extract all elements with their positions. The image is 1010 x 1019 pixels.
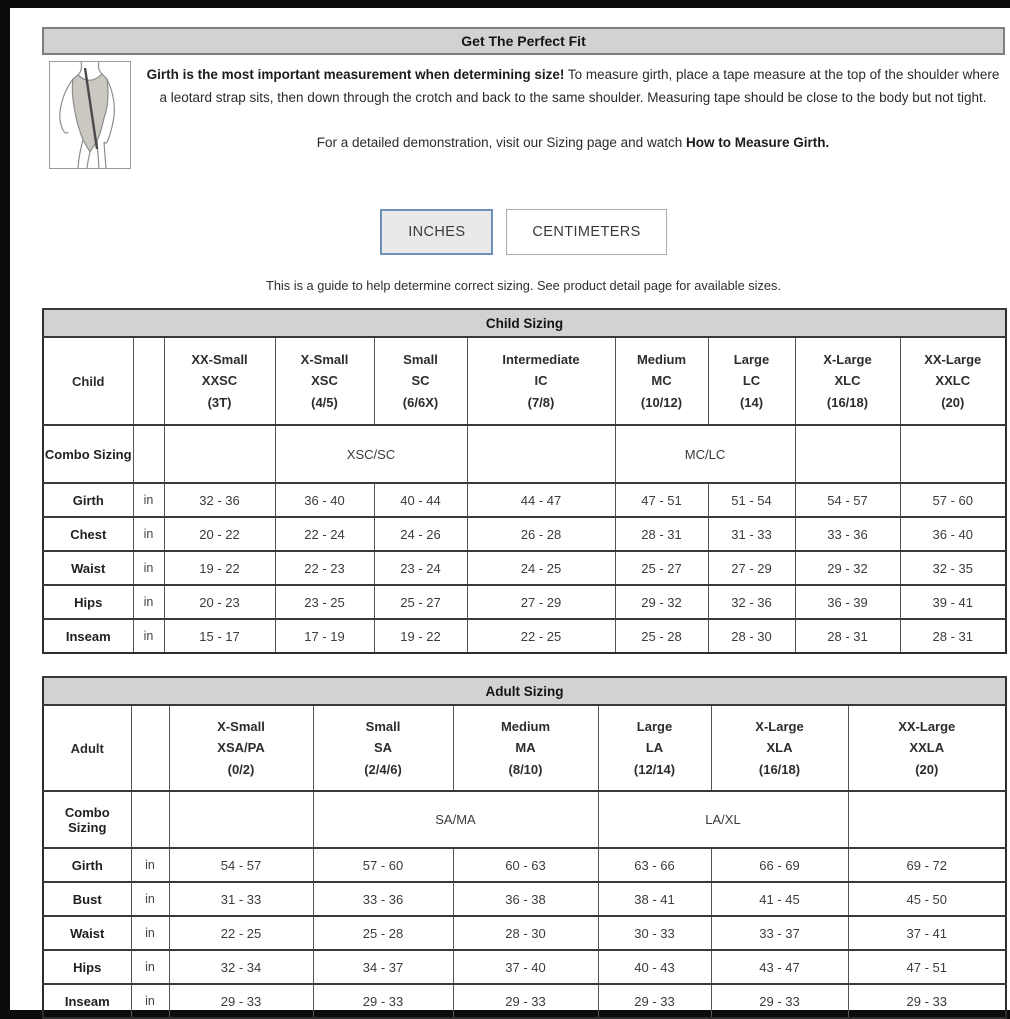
row-label: Inseam [43,619,133,653]
combo-span-cell: XSC/SC [275,425,467,483]
row-label: Combo Sizing [43,425,133,483]
girth-instructions-body: To measure girth, place a tape measure at the top of the shoulder where a leotard strap sits, then down through the crotch and back to the same shoulder. Measuring tape should be close to the body but not tight. [159,67,1000,106]
size-column-header: X-Large XLA (16/18) [711,705,848,791]
table-row [43,585,1006,619]
demo-note-emphasis: How to Measure Girth. [685,135,830,151]
page-title-bar [42,27,1005,55]
size-range-cell: 69 - 72 [848,848,1006,882]
page-content [10,8,1010,1010]
size-range-cell: 33 - 36 [313,882,453,916]
table-row [43,916,1006,950]
size-range-cell: 22 - 25 [467,619,615,653]
size-range-cell: 38 - 41 [598,882,711,916]
size-range-cell: 29 - 33 [169,984,313,1018]
size-range-cell: 57 - 60 [900,483,1006,517]
size-range-cell: 34 - 37 [313,950,453,984]
child-table-title-row [43,309,1006,337]
size-column-header: Large LA (12/14) [598,705,711,791]
size-range-cell: 29 - 33 [848,984,1006,1018]
table-row [43,882,1006,916]
size-range-cell: 63 - 66 [598,848,711,882]
combo-empty-cell [900,425,1006,483]
size-range-cell: 24 - 25 [467,551,615,585]
child-column-header-row [43,337,1006,425]
unit-cell: in [131,950,169,984]
centimeters-button[interactable]: CENTIMETERS [506,209,666,255]
size-range-cell: 28 - 30 [453,916,598,950]
size-range-cell: 33 - 37 [711,916,848,950]
size-column-header: Small SC (6/6X) [374,337,467,425]
size-column-header: X-Large XLC (16/18) [795,337,900,425]
combo-span-cell: LA/XL [598,791,848,848]
size-range-cell: 31 - 33 [708,517,795,551]
size-range-cell: 30 - 33 [598,916,711,950]
size-range-cell: 19 - 22 [164,551,275,585]
unit-cell: in [131,916,169,950]
size-range-cell: 41 - 45 [711,882,848,916]
size-range-cell: 36 - 40 [900,517,1006,551]
table-row [43,984,1006,1018]
size-range-cell: 25 - 28 [615,619,708,653]
size-range-cell: 32 - 35 [900,551,1006,585]
size-range-cell: 47 - 51 [615,483,708,517]
size-range-cell: 22 - 24 [275,517,374,551]
girth-instructions [141,61,1005,109]
size-column-header: Intermediate IC (7/8) [467,337,615,425]
unit-cell: in [131,984,169,1018]
intro-section [42,61,1005,169]
size-range-cell: 32 - 34 [169,950,313,984]
sizing-guide-note: This is a guide to help determine correct sizing. See product detail page for available sizes. [266,278,781,293]
size-range-cell: 29 - 33 [598,984,711,1018]
size-range-cell: 24 - 26 [374,517,467,551]
size-range-cell: 36 - 38 [453,882,598,916]
size-range-cell: 51 - 54 [708,483,795,517]
size-range-cell: 66 - 69 [711,848,848,882]
size-range-cell: 29 - 32 [615,585,708,619]
girth-instructions-emphasis: Girth is the most important measurement when determining size! [146,67,565,82]
size-range-cell: 17 - 19 [275,619,374,653]
table-row [43,848,1006,882]
size-range-cell: 40 - 43 [598,950,711,984]
unit-cell [131,791,169,848]
size-column-header: X-Small XSC (4/5) [275,337,374,425]
combo-empty-cell [169,791,313,848]
size-range-cell: 19 - 22 [374,619,467,653]
combo-empty-cell [164,425,275,483]
table-row [43,517,1006,551]
combo-span-cell: SA/MA [313,791,598,848]
combo-empty-cell [467,425,615,483]
unit-cell: in [133,585,164,619]
size-range-cell: 25 - 27 [615,551,708,585]
size-range-cell: 28 - 31 [900,619,1006,653]
table-row [43,483,1006,517]
size-range-cell: 20 - 23 [164,585,275,619]
row-label: Waist [43,551,133,585]
size-column-header: XX-Large XXLA (20) [848,705,1006,791]
unit-cell: in [131,882,169,916]
unit-cell: in [133,619,164,653]
child-sizing-table [42,308,1007,654]
table-row [43,950,1006,984]
size-column-header: Large LC (14) [708,337,795,425]
row-label: Combo Sizing [43,791,131,848]
combo-span-cell: MC/LC [615,425,795,483]
size-range-cell: 44 - 47 [467,483,615,517]
size-range-cell: 40 - 44 [374,483,467,517]
unit-column-header [131,705,169,791]
size-range-cell: 28 - 31 [795,619,900,653]
leotard-figure-icon [50,62,130,168]
unit-column-header [133,337,164,425]
inches-button[interactable]: INCHES [380,209,493,255]
page-title: Get The Perfect Fit [461,33,586,49]
size-range-cell: 47 - 51 [848,950,1006,984]
unit-cell: in [133,517,164,551]
size-range-cell: 22 - 25 [169,916,313,950]
size-range-cell: 23 - 25 [275,585,374,619]
size-range-cell: 29 - 33 [453,984,598,1018]
size-range-cell: 15 - 17 [164,619,275,653]
combo-empty-cell [848,791,1006,848]
adult-table-title-row [43,677,1006,705]
intro-text-column [131,61,1005,169]
row-label: Waist [43,916,131,950]
size-range-cell: 28 - 30 [708,619,795,653]
unit-cell: in [131,848,169,882]
size-range-cell: 23 - 24 [374,551,467,585]
size-column-header: Medium MC (10/12) [615,337,708,425]
size-range-cell: 28 - 31 [615,517,708,551]
size-range-cell: 57 - 60 [313,848,453,882]
unit-cell: in [133,483,164,517]
size-range-cell: 33 - 36 [795,517,900,551]
adult-table-title: Adult Sizing [43,677,1006,705]
child-row-header: Child [43,337,133,425]
demo-note [141,135,1005,150]
row-label: Bust [43,882,131,916]
size-column-header: XX-Small XXSC (3T) [164,337,275,425]
row-label: Girth [43,848,131,882]
size-range-cell: 43 - 47 [711,950,848,984]
size-range-cell: 26 - 28 [467,517,615,551]
size-range-cell: 25 - 27 [374,585,467,619]
table-row [43,619,1006,653]
adult-row-header: Adult [43,705,131,791]
size-range-cell: 20 - 22 [164,517,275,551]
row-label: Hips [43,585,133,619]
row-label: Girth [43,483,133,517]
unit-cell: in [133,551,164,585]
size-range-cell: 36 - 39 [795,585,900,619]
size-range-cell: 27 - 29 [708,551,795,585]
child-combo-sizing-row [43,425,1006,483]
size-range-cell: 25 - 28 [313,916,453,950]
size-range-cell: 31 - 33 [169,882,313,916]
size-column-header: Small SA (2/4/6) [313,705,453,791]
size-range-cell: 45 - 50 [848,882,1006,916]
combo-empty-cell [795,425,900,483]
adult-combo-sizing-row [43,791,1006,848]
row-label: Inseam [43,984,131,1018]
size-range-cell: 29 - 33 [711,984,848,1018]
size-range-cell: 32 - 36 [708,585,795,619]
size-range-cell: 39 - 41 [900,585,1006,619]
child-table-title: Child Sizing [43,309,1006,337]
size-column-header: X-Small XSA/PA (0/2) [169,705,313,791]
row-label: Hips [43,950,131,984]
size-range-cell: 37 - 41 [848,916,1006,950]
unit-cell [133,425,164,483]
size-range-cell: 54 - 57 [795,483,900,517]
unit-toggle [42,209,1005,255]
size-range-cell: 22 - 23 [275,551,374,585]
size-range-cell: 29 - 33 [313,984,453,1018]
size-range-cell: 29 - 32 [795,551,900,585]
adult-column-header-row [43,705,1006,791]
demo-note-text: For a detailed demonstration, visit our Sizing page and watch [316,135,686,151]
size-range-cell: 27 - 29 [467,585,615,619]
size-range-cell: 60 - 63 [453,848,598,882]
girth-diagram-image [49,61,131,169]
size-range-cell: 54 - 57 [169,848,313,882]
size-column-header: Medium MA (8/10) [453,705,598,791]
table-row [43,551,1006,585]
size-range-cell: 36 - 40 [275,483,374,517]
size-range-cell: 37 - 40 [453,950,598,984]
size-range-cell: 32 - 36 [164,483,275,517]
row-label: Chest [43,517,133,551]
size-column-header: XX-Large XXLC (20) [900,337,1006,425]
adult-sizing-table [42,676,1007,1019]
